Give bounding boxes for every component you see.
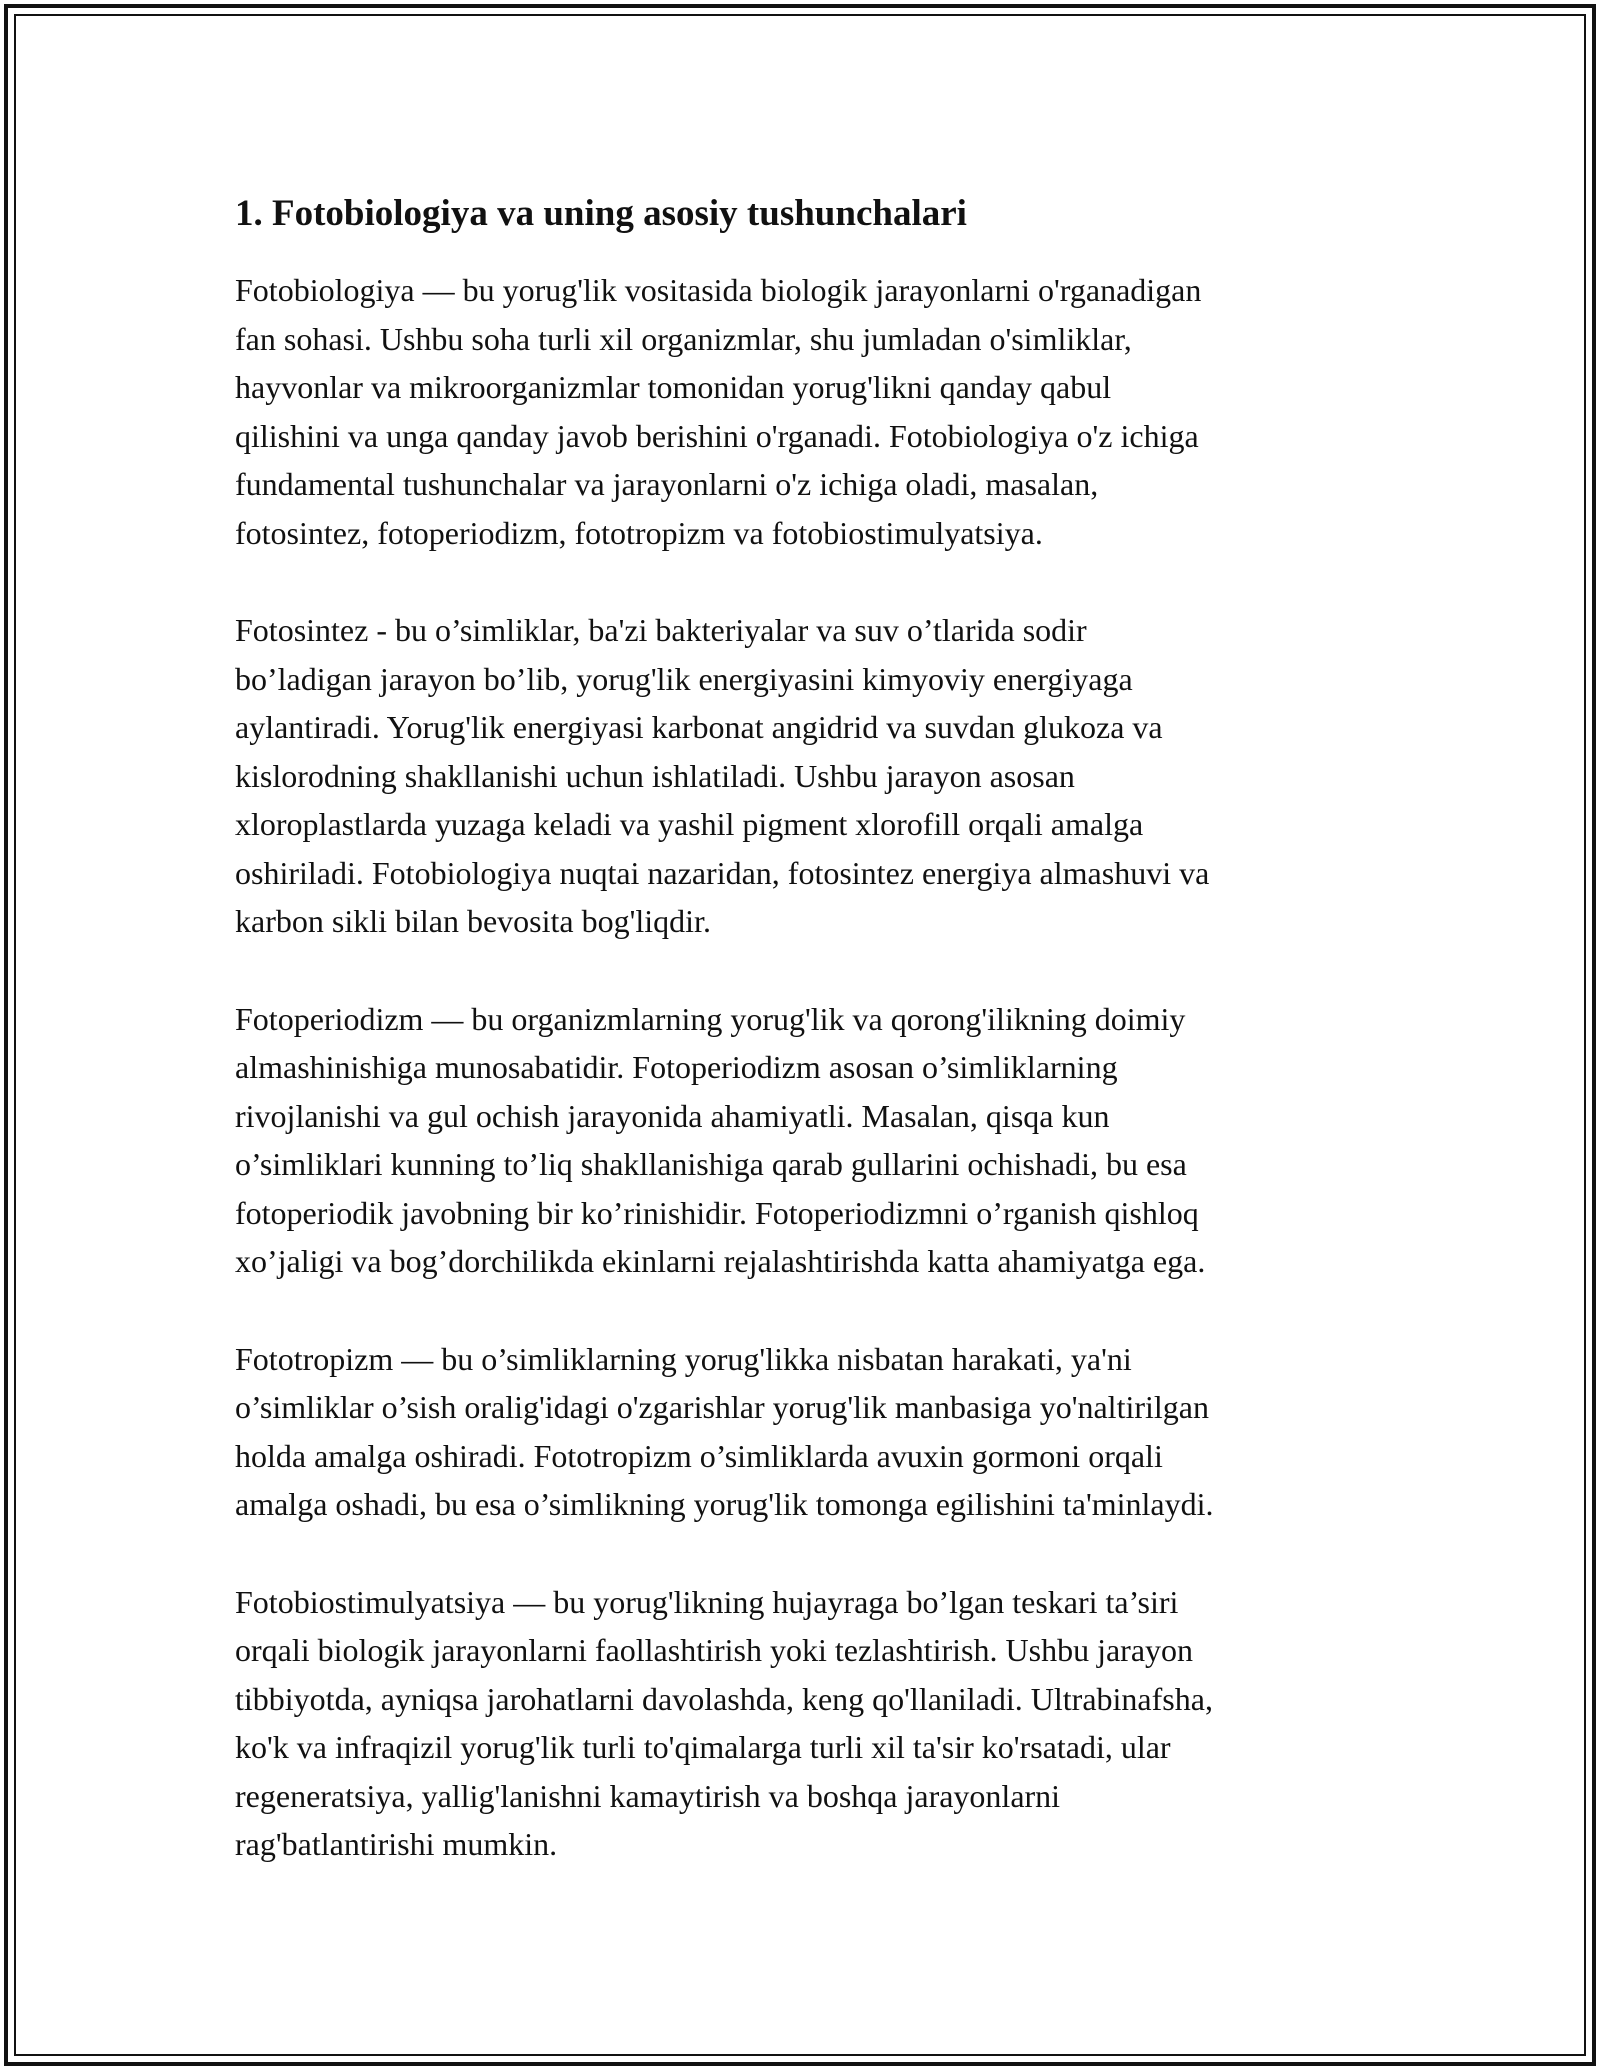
text-line: fan sohasi. Ushbu soha turli xil organizmlar, shu jumladan o'simliklar, xyxy=(235,320,1132,357)
text-line: amalga oshadi, bu esa o’simlikning yorug'lik tomonga egilishini ta'minlaydi. xyxy=(235,1486,1214,1522)
text-line: aylantiradi. Yorug'lik energiyasi karbonat angidrid va suvdan glukoza va xyxy=(235,709,1163,745)
text-line: rivojlanishi va gul ochish jarayonida ahamiyatli. Masalan, qisqa kun xyxy=(235,1097,1110,1134)
text-line: hayvonlar va mikroorganizmlar tomonidan yorug'likni qanday qabul xyxy=(235,369,1112,405)
text-line: ko'k va infraqizil yorug'lik turli to'qimalarga turli xil ta'sir ko'rsatadi, ular xyxy=(235,1729,1171,1765)
text-line: regeneratsiya, yallig'lanishni kamaytirish va boshqa jarayonlarni xyxy=(235,1777,1061,1814)
paragraph-fotoperiodizm xyxy=(235,995,1375,1286)
text-line: xo’jaligi va bog’dorchilikda ekinlarni rejalashtirishda katta ahamiyatga ega. xyxy=(235,1243,1206,1279)
text-line: Fotoperiodizm — bu organizmlarning yorug'lik va qorong'ilikning doimiy xyxy=(235,1000,1186,1037)
text-line: orqali biologik jarayonlarni faollashtirish yoki tezlashtirish. Ushbu jarayon xyxy=(235,1632,1194,1668)
text-line: qilishini va unga qanday javob berishini o'rganadi. Fotobiologiya o'z ichiga xyxy=(235,417,1199,454)
text-line: Fotobiostimulyatsiya — bu yorug'likning hujayraga bo’lgan teskari ta’siri xyxy=(235,1583,1179,1620)
paragraph-fototropizm xyxy=(235,1335,1375,1529)
paragraph-fotobiologiya xyxy=(235,266,1375,557)
paragraph-fotobiostimulyatsiya xyxy=(235,1578,1375,1869)
text-line: bo’ladigan jarayon bo’lib, yorug'lik energiyasini kimyoviy energiyaga xyxy=(235,660,1133,697)
text-line: o’simliklar o’sish oralig'idagi o'zgarishlar yorug'lik manbasiga yo'naltirilgan xyxy=(235,1389,1209,1425)
text-line: tibbiyotda, ayniqsa jarohatlarni davolashda, keng qo'llaniladi. Ultrabinafsha, xyxy=(235,1680,1213,1717)
text-line: fotoperiodik javobning bir ko’rinishidir. Fotoperiodizmni o’rganish qishloq xyxy=(235,1194,1199,1231)
text-line: oshiriladi. Fotobiologiya nuqtai nazaridan, fotosintez energiya almashuvi va xyxy=(235,854,1210,891)
text-line: fotosintez, fotoperiodizm, fototropizm va fotobiostimulyatsiya. xyxy=(235,514,1043,551)
text-line: Fotosintez - bu o’simliklar, ba'zi bakteriyalar va suv o’tlarida sodir xyxy=(235,612,1087,648)
text-line: fundamental tushunchalar va jarayonlarni o'z ichiga oladi, masalan, xyxy=(235,466,1099,502)
section-heading: 1. Fotobiologiya va uning asosiy tushunchalari xyxy=(235,193,967,234)
paragraph-fotosintez xyxy=(235,606,1375,946)
text-line: o’simliklari kunning to’liq shakllanishiga qarab gullarini ochishadi, bu esa xyxy=(235,1146,1187,1182)
text-line: almashinishiga munosabatidir. Fotoperiodizm asosan o’simliklarning xyxy=(235,1049,1118,1085)
text-line: Fototropizm — bu o’simliklarning yorug'likka nisbatan harakati, ya'ni xyxy=(235,1340,1132,1377)
text-line: Fotobiologiya — bu yorug'lik vositasida biologik jarayonlarni o'rganadigan xyxy=(235,272,1202,308)
document-body xyxy=(235,186,1375,1918)
text-line: kislorodning shakllanishi uchun ishlatiladi. Ushbu jarayon asosan xyxy=(235,757,1075,794)
text-line: rag'batlantirishi mumkin. xyxy=(235,1826,558,1862)
text-line: xloroplastlarda yuzaga keladi va yashil pigment xlorofill orqali amalga xyxy=(235,806,1144,842)
text-line: karbon sikli bilan bevosita bog'liqdir. xyxy=(235,903,711,939)
text-line: holda amalga oshiradi. Fototropizm o’simliklarda avuxin gormoni orqali xyxy=(235,1437,1163,1474)
